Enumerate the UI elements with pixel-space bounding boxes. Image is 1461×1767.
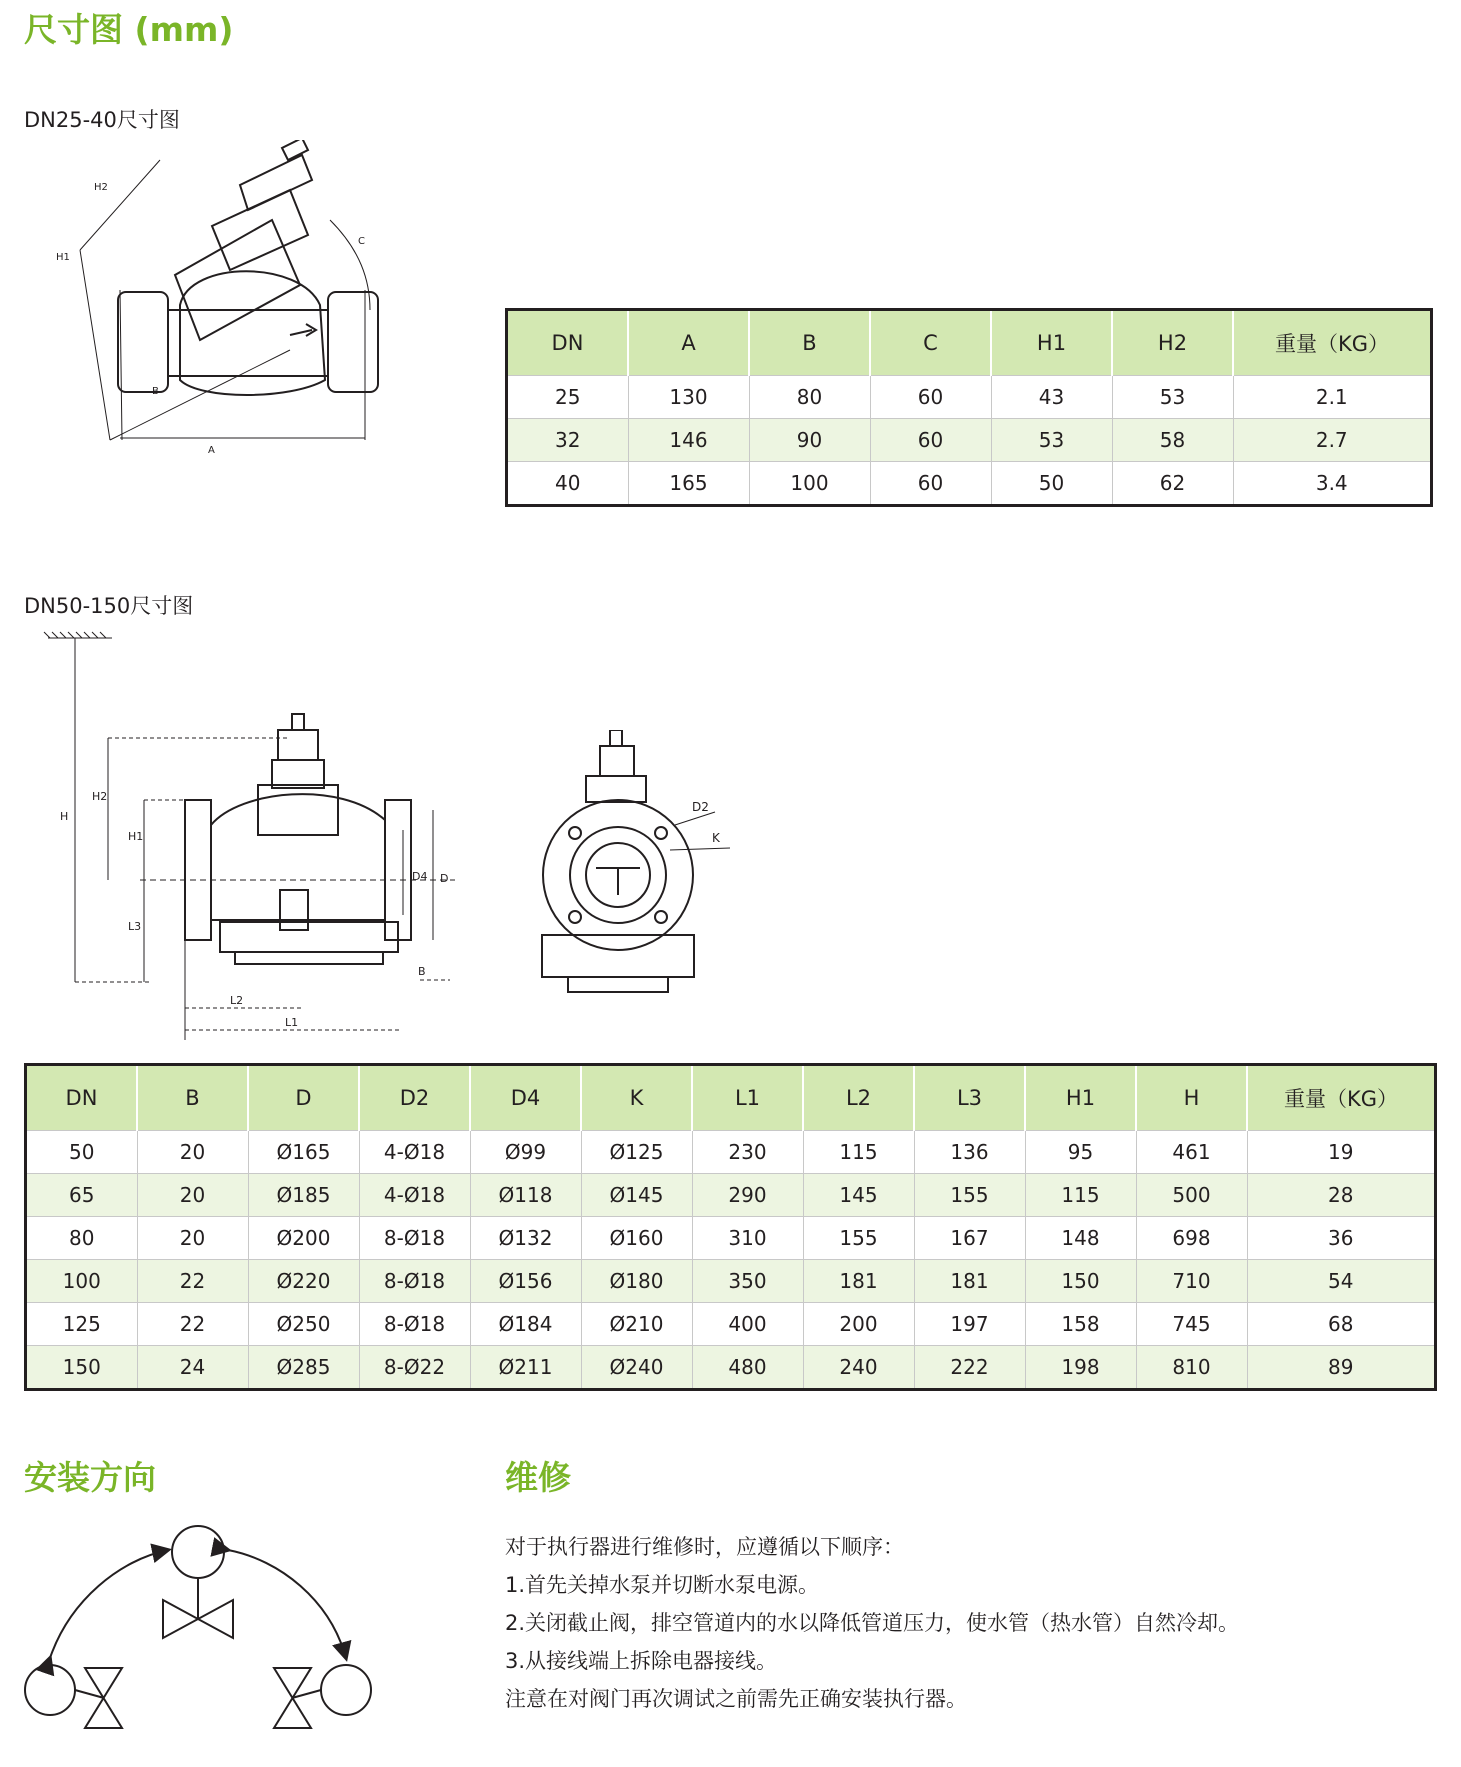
cell: 155	[914, 1174, 1025, 1217]
cell: Ø156	[470, 1260, 581, 1303]
table-row	[26, 1131, 1436, 1174]
cell: 810	[1136, 1346, 1247, 1390]
drawing-label-k: K	[712, 831, 720, 845]
cell: Ø125	[581, 1131, 692, 1174]
cell: 8-Ø18	[359, 1260, 470, 1303]
install-title: 安装方向	[24, 1458, 156, 1497]
cell: 32	[507, 419, 629, 462]
drawing-label-c: C	[358, 236, 365, 247]
cell: Ø240	[581, 1346, 692, 1390]
drawing-label-l3: L3	[128, 920, 142, 933]
drawing-label-h2: H2	[94, 182, 108, 193]
cell: 150	[26, 1346, 138, 1390]
cell: 8-Ø18	[359, 1217, 470, 1260]
cell: 80	[26, 1217, 138, 1260]
drawing-label-h2: H2	[92, 790, 108, 803]
cell: 53	[991, 419, 1112, 462]
cell: 60	[870, 419, 991, 462]
cell: 197	[914, 1303, 1025, 1346]
drawing-label-h: H	[60, 810, 69, 823]
cell: 480	[692, 1346, 803, 1390]
cell: 24	[137, 1346, 248, 1390]
cell: 22	[137, 1303, 248, 1346]
cell: 68	[1247, 1303, 1436, 1346]
col-d4: D4	[470, 1065, 581, 1131]
col-dn: DN	[507, 310, 629, 376]
maintenance-instructions	[505, 1528, 1239, 1718]
cell: 146	[628, 419, 749, 462]
cell: Ø220	[248, 1260, 359, 1303]
cell: Ø211	[470, 1346, 581, 1390]
cell: 125	[26, 1303, 138, 1346]
drawing-label-d: D	[440, 872, 449, 885]
maintenance-title: 维修	[505, 1458, 571, 1497]
col-h1: H1	[1025, 1065, 1136, 1131]
cell: 22	[137, 1260, 248, 1303]
cell: 130	[628, 376, 749, 419]
table-row	[507, 376, 1432, 419]
table-row	[26, 1217, 1436, 1260]
spec-table-dn25-40	[505, 308, 1433, 507]
actuator-right-icon	[321, 1665, 371, 1715]
section2-label: DN50-150尺寸图	[24, 594, 194, 618]
maintenance-line: 注意在对阀门再次调试之前需先正确安装执行器。	[505, 1687, 967, 1711]
cell: Ø200	[248, 1217, 359, 1260]
page-title: 尺寸图 (mm)	[24, 10, 234, 49]
cell: 698	[1136, 1217, 1247, 1260]
col-weight: 重量（KG）	[1247, 1065, 1436, 1131]
cell: 20	[137, 1174, 248, 1217]
drawing-label-l1: L1	[285, 1016, 299, 1029]
cell: 310	[692, 1217, 803, 1260]
install-direction-diagram	[20, 1520, 380, 1740]
col-dn: DN	[26, 1065, 138, 1131]
drawing-label-h1: H1	[128, 830, 144, 843]
cell: 181	[803, 1260, 914, 1303]
cell: 8-Ø18	[359, 1303, 470, 1346]
col-h2: H2	[1112, 310, 1233, 376]
cell: Ø99	[470, 1131, 581, 1174]
cell: 62	[1112, 462, 1233, 506]
cell: 89	[1247, 1346, 1436, 1390]
cell: 158	[1025, 1303, 1136, 1346]
cell: Ø184	[470, 1303, 581, 1346]
cell: Ø165	[248, 1131, 359, 1174]
cell: 4-Ø18	[359, 1131, 470, 1174]
actuator-left-icon	[25, 1665, 75, 1715]
table-row	[26, 1174, 1436, 1217]
cell: 145	[803, 1174, 914, 1217]
cell: 50	[991, 462, 1112, 506]
cell: 20	[137, 1217, 248, 1260]
cell: 53	[1112, 376, 1233, 419]
cell: Ø180	[581, 1260, 692, 1303]
cell: 500	[1136, 1174, 1247, 1217]
drawing-label-d4: D4	[412, 870, 428, 883]
cell: 148	[1025, 1217, 1136, 1260]
cell: 25	[507, 376, 629, 419]
valve-drawing-dn50-150-front	[530, 730, 740, 1000]
actuator-top-icon	[172, 1526, 224, 1578]
cell: Ø132	[470, 1217, 581, 1260]
col-c: C	[870, 310, 991, 376]
table-row	[26, 1346, 1436, 1390]
valve-drawing-dn50-150-side	[40, 630, 480, 1040]
cell: Ø210	[581, 1303, 692, 1346]
drawing-label-l2: L2	[230, 994, 244, 1007]
spec-table-dn50-150	[24, 1063, 1437, 1391]
cell: 155	[803, 1217, 914, 1260]
col-d: D	[248, 1065, 359, 1131]
drawing-label-h1: H1	[56, 252, 70, 263]
cell: Ø185	[248, 1174, 359, 1217]
cell: 40	[507, 462, 629, 506]
cell: 2.7	[1233, 419, 1432, 462]
cell: 4-Ø18	[359, 1174, 470, 1217]
section1-label: DN25-40尺寸图	[24, 108, 180, 132]
cell: 95	[1025, 1131, 1136, 1174]
cell: 222	[914, 1346, 1025, 1390]
cell: Ø118	[470, 1174, 581, 1217]
cell: 50	[26, 1131, 138, 1174]
col-weight: 重量（KG）	[1233, 310, 1432, 376]
cell: 400	[692, 1303, 803, 1346]
table-row	[507, 462, 1432, 506]
cell: 240	[803, 1346, 914, 1390]
col-k: K	[581, 1065, 692, 1131]
col-d2: D2	[359, 1065, 470, 1131]
cell: Ø285	[248, 1346, 359, 1390]
cell: 200	[803, 1303, 914, 1346]
col-b: B	[137, 1065, 248, 1131]
cell: 28	[1247, 1174, 1436, 1217]
cell: 745	[1136, 1303, 1247, 1346]
maintenance-line: 3.从接线端上拆除电器接线。	[505, 1649, 778, 1673]
cell: 36	[1247, 1217, 1436, 1260]
cell: 3.4	[1233, 462, 1432, 506]
cell: 60	[870, 462, 991, 506]
cell: 230	[692, 1131, 803, 1174]
drawing-label-b: B	[152, 386, 159, 397]
maintenance-line: 1.首先关掉水泵并切断水泵电源。	[505, 1573, 820, 1597]
cell: 80	[749, 376, 870, 419]
cell: 115	[1025, 1174, 1136, 1217]
cell: Ø250	[248, 1303, 359, 1346]
cell: 100	[26, 1260, 138, 1303]
cell: 20	[137, 1131, 248, 1174]
cell: 290	[692, 1174, 803, 1217]
cell: 150	[1025, 1260, 1136, 1303]
cell: 90	[749, 419, 870, 462]
cell: 181	[914, 1260, 1025, 1303]
col-h: H	[1136, 1065, 1247, 1131]
maintenance-line: 2.关闭截止阀，排空管道内的水以降低管道压力，使水管（热水管）自然冷却。	[505, 1611, 1240, 1635]
cell: Ø160	[581, 1217, 692, 1260]
col-l3: L3	[914, 1065, 1025, 1131]
drawing-label-a: A	[208, 445, 215, 456]
cell: 710	[1136, 1260, 1247, 1303]
col-l2: L2	[803, 1065, 914, 1131]
col-a: A	[628, 310, 749, 376]
col-b: B	[749, 310, 870, 376]
col-h1: H1	[991, 310, 1112, 376]
col-l1: L1	[692, 1065, 803, 1131]
cell: Ø145	[581, 1174, 692, 1217]
cell: 58	[1112, 419, 1233, 462]
cell: 461	[1136, 1131, 1247, 1174]
cell: 2.1	[1233, 376, 1432, 419]
maintenance-line: 对于执行器进行维修时，应遵循以下顺序：	[505, 1535, 904, 1559]
cell: 350	[692, 1260, 803, 1303]
cell: 198	[1025, 1346, 1136, 1390]
drawing-label-b: B	[418, 965, 426, 978]
cell: 65	[26, 1174, 138, 1217]
cell: 54	[1247, 1260, 1436, 1303]
cell: 115	[803, 1131, 914, 1174]
cell: 136	[914, 1131, 1025, 1174]
drawing-label-d2: D2	[692, 800, 709, 814]
cell: 100	[749, 462, 870, 506]
cell: 19	[1247, 1131, 1436, 1174]
cell: 167	[914, 1217, 1025, 1260]
table-row	[26, 1303, 1436, 1346]
table-row	[26, 1260, 1436, 1303]
table-row	[507, 419, 1432, 462]
cell: 165	[628, 462, 749, 506]
cell: 8-Ø22	[359, 1346, 470, 1390]
cell: 60	[870, 376, 991, 419]
valve-drawing-dn25-40	[40, 140, 440, 520]
cell: 43	[991, 376, 1112, 419]
